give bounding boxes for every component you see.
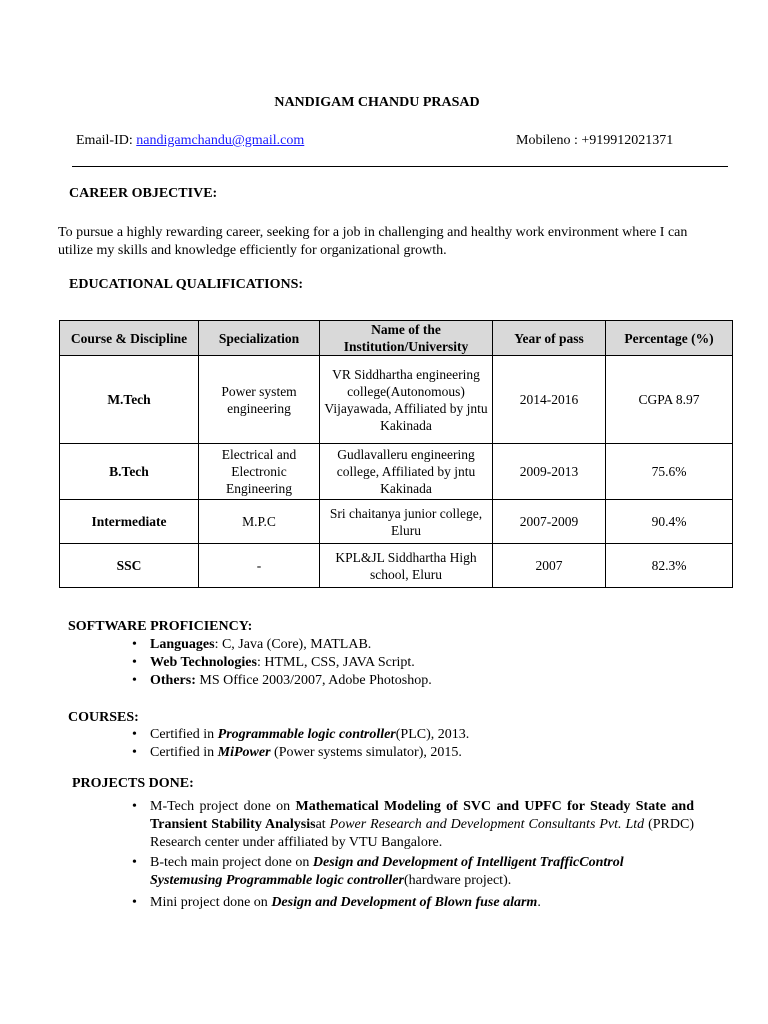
header-divider	[72, 166, 728, 167]
item-text: M-Tech project done on	[150, 799, 296, 814]
item-separator: :	[214, 637, 222, 652]
projects-heading: PROJECTS DONE:	[72, 776, 194, 791]
email-line	[76, 132, 304, 150]
table-row	[60, 544, 733, 588]
courses-heading: COURSES:	[68, 710, 139, 725]
career-objective-text: To pursue a highly rewarding career, seeking for a job in challenging and healthy work environment where I can utilize my skills and knowledge efficiently for organizational growth.	[58, 225, 688, 258]
table-cell: 90.4%	[606, 500, 733, 544]
table-row	[60, 444, 733, 500]
item-text: Certified in	[150, 727, 218, 742]
item-text: Certified in	[150, 745, 218, 760]
list-item	[128, 854, 694, 890]
item-text: C, Java (Core), MATLAB.	[221, 637, 372, 652]
table-cell: Sri chaitanya junior college, Eluru	[320, 500, 493, 544]
email-label: Email-ID:	[76, 133, 137, 148]
mobile-number: Mobileno : +919912021371	[516, 133, 674, 148]
column-header: Course & Discipline	[60, 321, 199, 356]
item-text: HTML, CSS, JAVA Script.	[264, 655, 415, 670]
item-text: B-tech main project done on	[150, 855, 313, 870]
table-cell: -	[199, 544, 320, 588]
table-header-row	[60, 321, 733, 356]
table-cell: SSC	[60, 544, 199, 588]
career-objective-heading: CAREER OBJECTIVE:	[69, 186, 218, 201]
list-item	[128, 894, 694, 912]
project-title: Mathematical Modeling of SVC and UPFC for Steady State and Transient Stability Analysis	[150, 799, 694, 832]
table-cell: 2007	[493, 544, 606, 588]
table-cell: M.Tech	[60, 356, 199, 444]
table-cell: Electrical and Electronic Engineering	[199, 444, 320, 500]
item-text: (PLC), 2013.	[395, 727, 470, 742]
item-text: MS Office 2003/2007, Adobe Photoshop.	[199, 673, 432, 688]
course-name: Programmable logic controller	[217, 727, 396, 742]
email-link[interactable]: nandigamchandu@gmail.com	[136, 133, 305, 148]
table-cell: 2009-2013	[493, 444, 606, 500]
project-title: Design and Development of Intelligent TrafficControl Systemusing Programmable logic controller	[150, 855, 624, 888]
organization-name: Power Research and Development Consultants Pvt. Ltd	[329, 817, 645, 832]
item-separator: :	[256, 655, 265, 670]
candidate-name: NANDIGAM CHANDU PRASAD	[274, 95, 480, 110]
course-name: MiPower	[217, 745, 271, 760]
project-title: Design and Development of Blown fuse alarm	[271, 895, 538, 910]
item-label: Web Technologies	[150, 655, 257, 670]
item-label: Languages	[150, 637, 215, 652]
education-table	[59, 320, 733, 588]
column-header: Year of pass	[493, 321, 606, 356]
table-cell: M.P.C	[199, 500, 320, 544]
table-cell: Gudlavalleru engineering college, Affiliated by jntu Kakinada	[320, 444, 493, 500]
projects-list	[128, 798, 694, 914]
table-cell: CGPA 8.97	[606, 356, 733, 444]
column-header: Percentage (%)	[606, 321, 733, 356]
table-cell: 2007-2009	[493, 500, 606, 544]
education-heading: EDUCATIONAL QUALIFICATIONS:	[69, 277, 304, 292]
list-item	[128, 672, 432, 690]
table-row	[60, 500, 733, 544]
list-item	[128, 744, 469, 762]
column-header: Specialization	[199, 321, 320, 356]
item-label: Others:	[150, 673, 196, 688]
software-list	[128, 636, 432, 690]
list-item	[128, 636, 432, 654]
table-cell: 2014-2016	[493, 356, 606, 444]
item-text: at	[315, 817, 330, 832]
list-item	[128, 798, 694, 852]
table-cell: Intermediate	[60, 500, 199, 544]
table-row	[60, 356, 733, 444]
table-cell: KPL&JL Siddhartha High school, Eluru	[320, 544, 493, 588]
table-cell: B.Tech	[60, 444, 199, 500]
item-text: (Power systems simulator), 2015.	[270, 745, 462, 760]
table-cell: VR Siddhartha engineering college(Autonomous) Vijayawada, Affiliated by jntu Kakinada	[320, 356, 493, 444]
table-cell: Power system engineering	[199, 356, 320, 444]
item-text: .	[537, 895, 541, 910]
column-header: Name of the Institution/University	[320, 321, 493, 356]
item-text: (PRDC) Research center under affiliated by VTU Bangalore.	[150, 817, 694, 850]
table-cell: 75.6%	[606, 444, 733, 500]
software-heading: SOFTWARE PROFICIENCY:	[68, 619, 253, 634]
table-cell: 82.3%	[606, 544, 733, 588]
item-text: Mini project done on	[150, 895, 272, 910]
courses-list	[128, 726, 469, 762]
list-item	[128, 726, 469, 744]
list-item	[128, 654, 432, 672]
item-text: (hardware project).	[403, 873, 512, 888]
